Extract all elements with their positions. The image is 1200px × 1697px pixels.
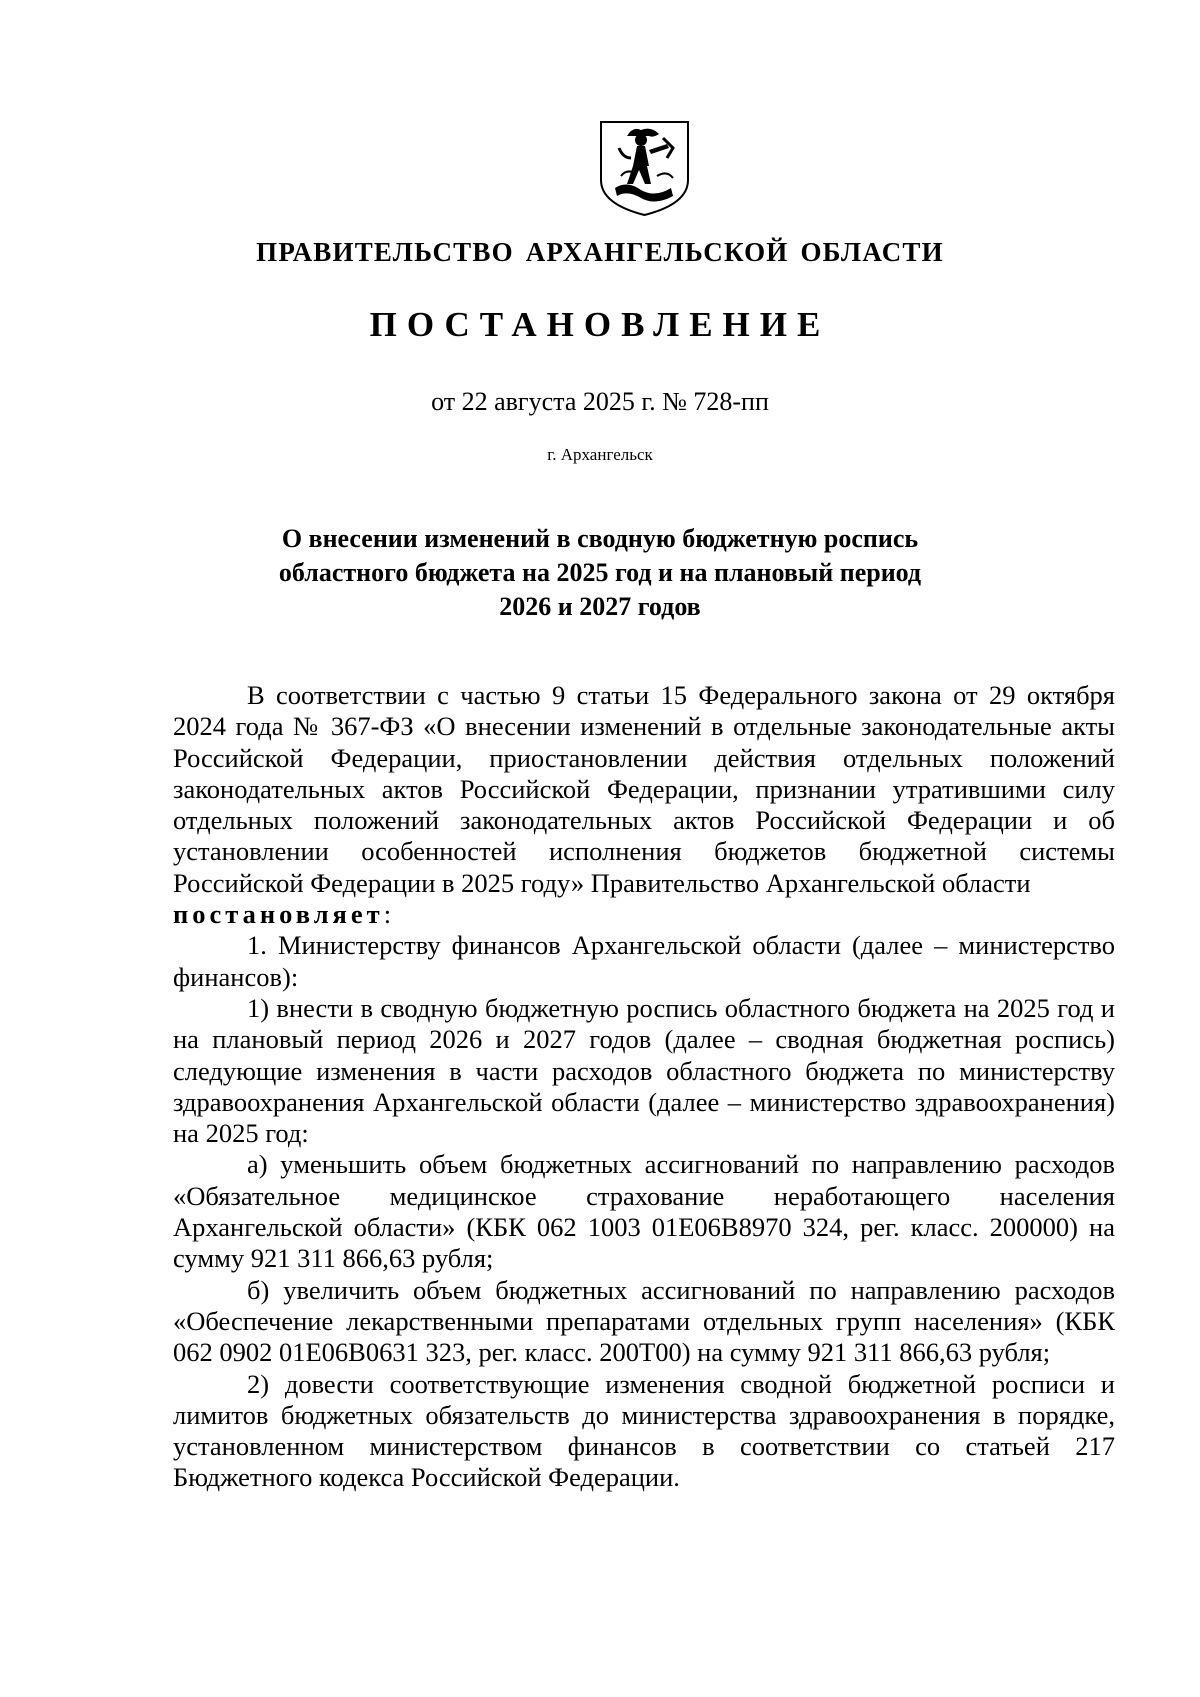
- document-city: г. Архангельск: [547, 445, 653, 464]
- clause-paragraph: 1) внести в сводную бюджетную роспись областного бюджета на 2025 год и на плановый период 2026 и 2027 годов (далее – сводная бюджетная роспись) следующие изменения в части расходов областного бюджета по министерству здравоохранения Архангельской области (далее – министерство здравоохранения) на 2025 год:: [173, 992, 1115, 1149]
- government-name-part1: ПРАВИТЕЛЬСТВО: [256, 237, 514, 267]
- preamble-paragraph: В соответствии с частью 9 статьи 15 Федерального закона от 29 октября 2024 года № 367-ФЗ «О внесении изменений в отдельные законодательные акты Российской Федерации, приостановлении действия отдельных положений законодательных актов Российской Федерации, признании утратившими силу отдельных положений законодательных актов Российской Федерации и об установлении особенностей исполнения бюджетов бюджетной системы Российской Федерации в 2025 году» Правительство Архангельской области: [173, 680, 1115, 898]
- subject-line: 2026 и 2027 годов: [499, 592, 701, 621]
- arkhangelsk-coat-of-arms-icon: [597, 118, 692, 218]
- clause-paragraph: а) уменьшить объем бюджетных ассигнований по направлению расходов «Обязательное медицинское страхование неработающего населения Архангельской области» (КБК 062 1003 01Е06В8970 324, рег. класс. 200000) на сумму 921 311 866,63 рубля;: [173, 1149, 1115, 1274]
- document-type: ПОСТАНОВЛЕНИЕ: [369, 305, 831, 344]
- clause-paragraph: б) увеличить объем бюджетных ассигнований по направлению расходов «Обеспечение лекарственными препаратами отдельных групп населения» (КБК 062 0902 01Е06В0631 323, рег. класс. 200Т00) на сумму 921 311 866,63 рубля;: [173, 1274, 1115, 1368]
- government-name-part2: АРХАНГЕЛЬСКОЙ: [525, 237, 789, 267]
- subject-line: О внесении изменений в сводную бюджетную роспись: [281, 524, 919, 553]
- decree-word: постановляет: [173, 899, 384, 930]
- document-date-number: от 22 августа 2025 г. № 728-пп: [431, 387, 769, 416]
- clause-paragraph: 1. Министерству финансов Архангельской области (далее – министерство финансов):: [173, 930, 1115, 992]
- subject-line: областного бюджета на 2025 год и на плановый период: [278, 558, 922, 587]
- decree-colon: :: [383, 899, 392, 930]
- decree-line: [173, 899, 1115, 930]
- document-body: [173, 680, 1115, 1494]
- government-name: [0, 237, 1200, 268]
- government-name-part3: ОБЛАСТИ: [800, 237, 944, 267]
- clause-paragraph: 2) довести соответствующие изменения сводной бюджетной росписи и лимитов бюджетных обязательств до министерства здравоохранения в порядке, установленном министерством финансов в соответствии со статьей 217 Бюджетного кодекса Российской Федерации.: [173, 1368, 1115, 1493]
- document-subject: [0, 522, 1200, 624]
